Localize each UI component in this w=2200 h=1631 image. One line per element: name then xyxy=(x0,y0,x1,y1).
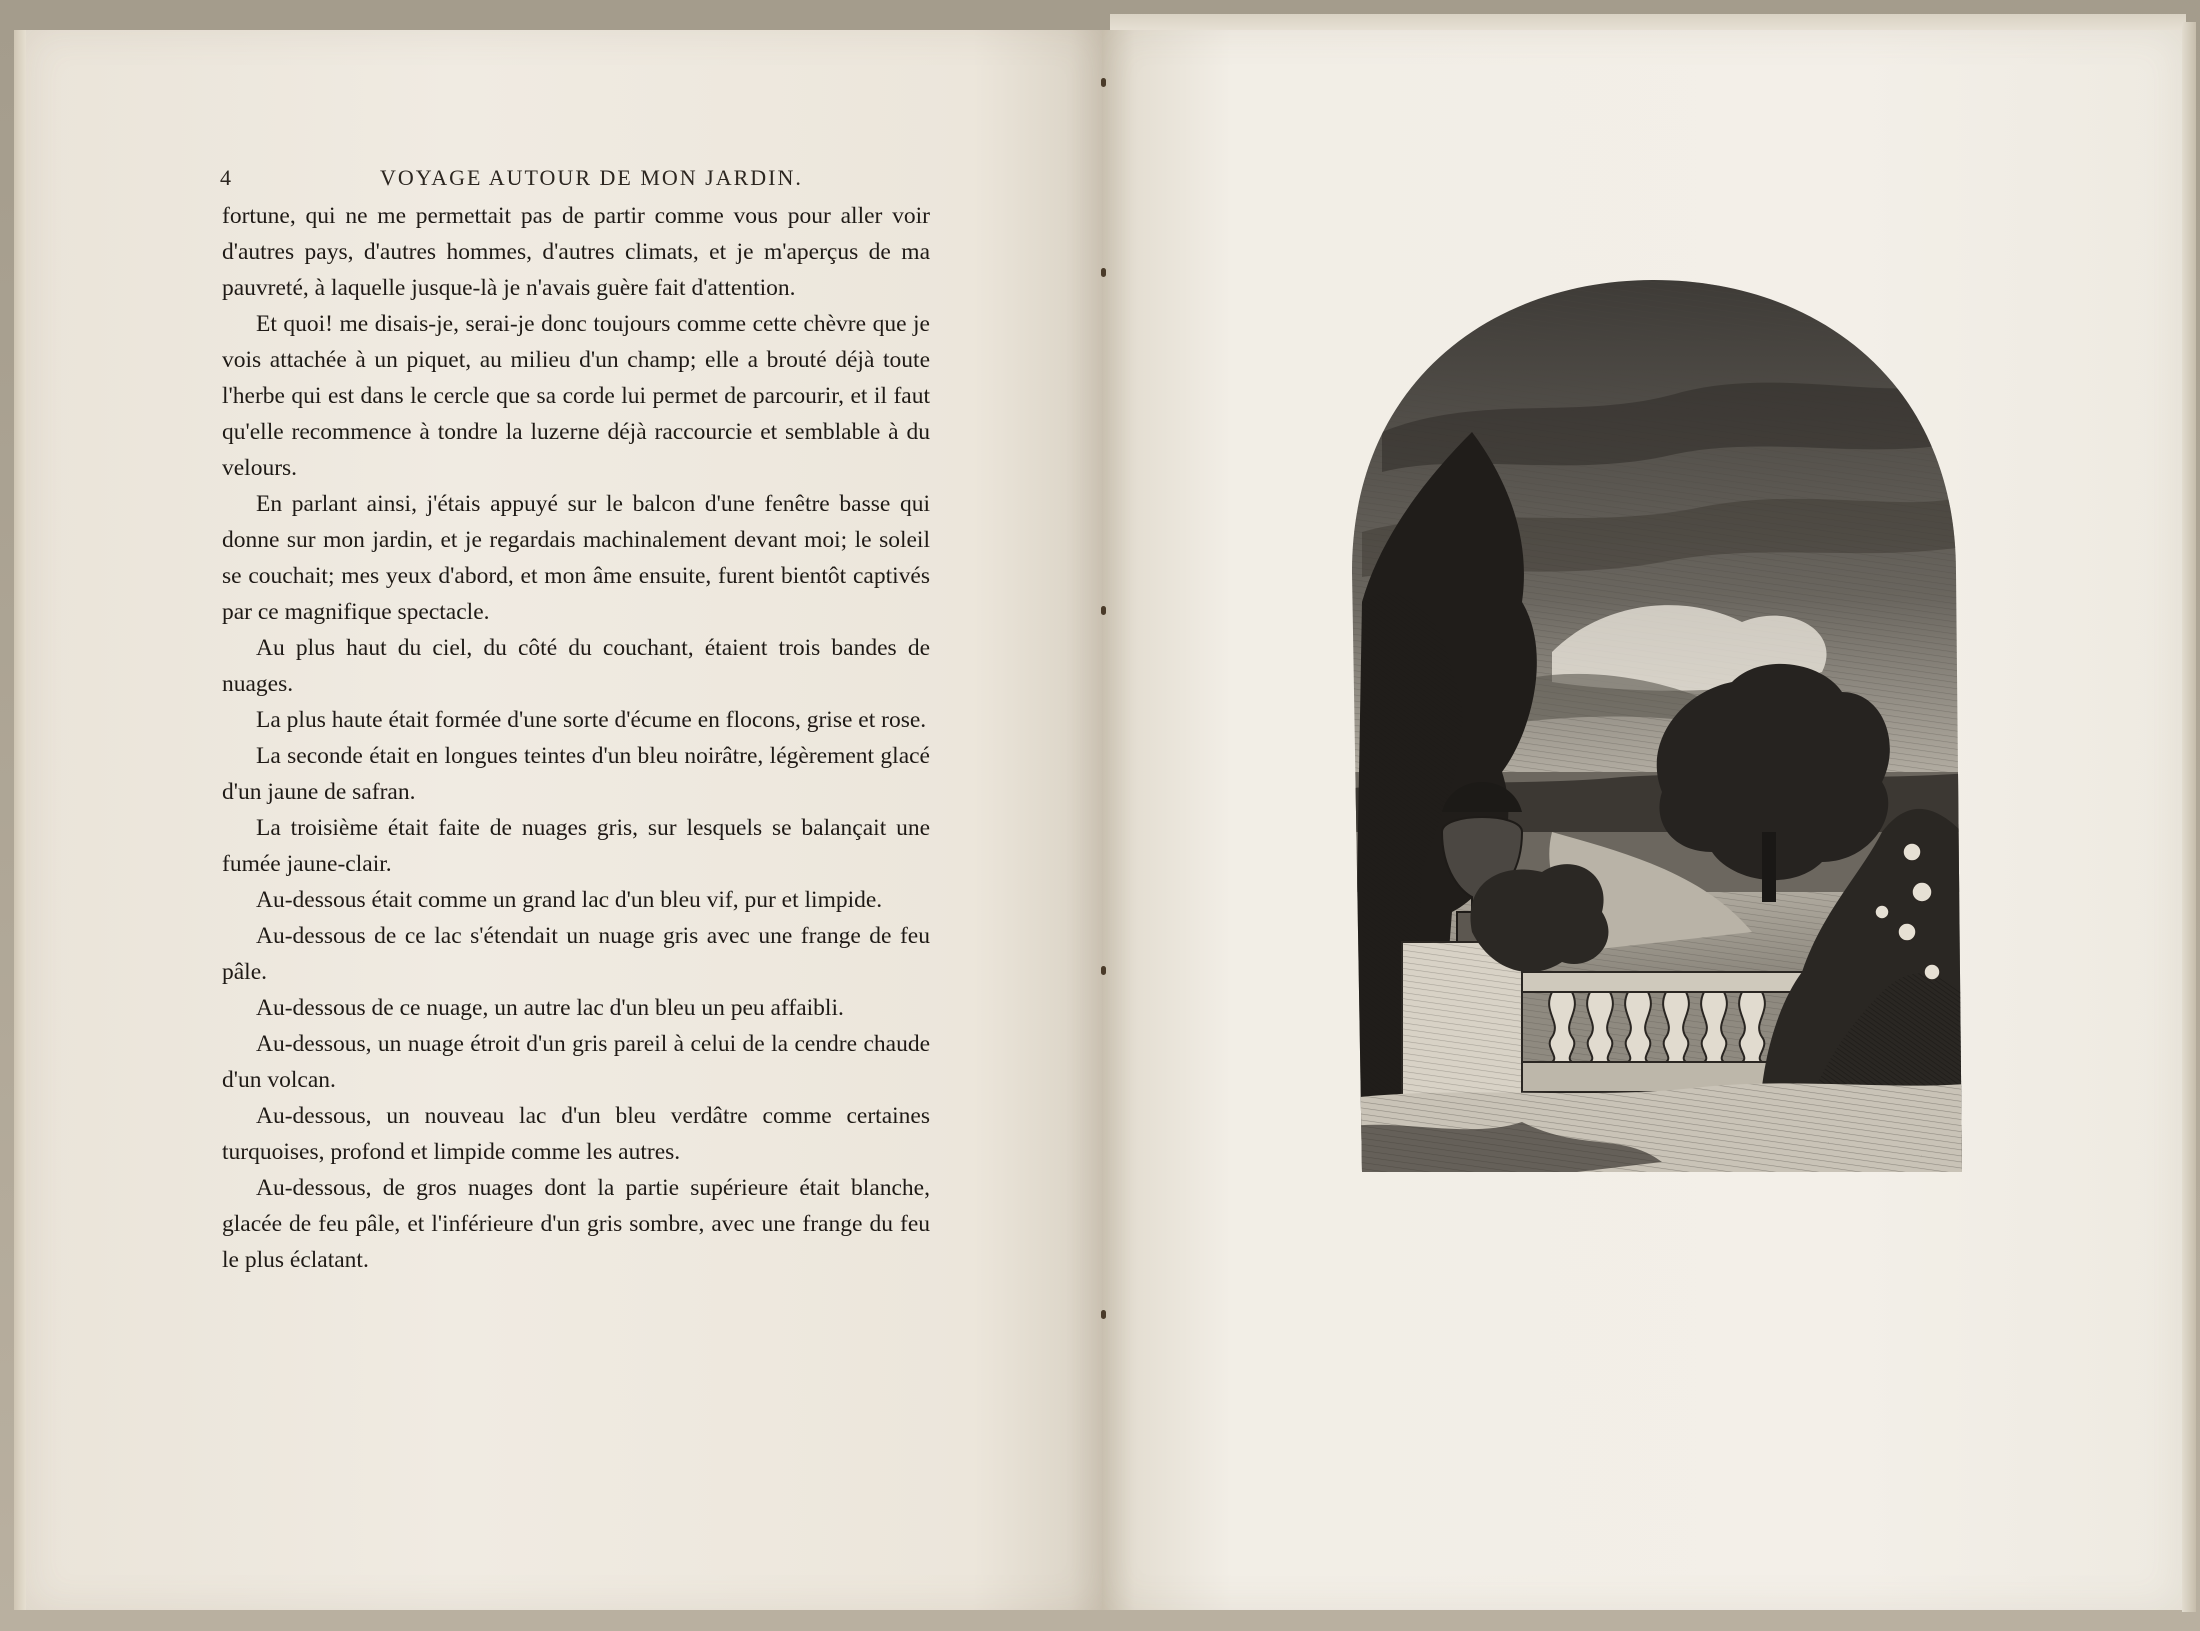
binding-stitch xyxy=(1101,268,1106,277)
paragraph: La troisième était faite de nuages gris, sur lesquels se balançait une fumée jaune-clair. xyxy=(222,815,930,877)
running-title: VOYAGE AUTOUR DE MON JARDIN. xyxy=(380,165,803,190)
binding-stitch xyxy=(1101,606,1106,615)
paragraph: En parlant ainsi, j'étais appuyé sur le balcon d'une fenêtre basse qui donne sur mon jardin, et je regardais machinalement devant moi; le soleil se couchait; mes yeux d'abord, et mon âme ensuite, furent bientôt captivés par ce magnifique spectacle. xyxy=(222,491,930,625)
paragraph: Au-dessous était comme un grand lac d'un bleu vif, pur et limpide. xyxy=(256,887,883,913)
body-text xyxy=(222,198,930,1278)
paragraph: Au-dessous de ce lac s'étendait un nuage gris avec une frange de feu pâle. xyxy=(222,923,930,985)
engraving-garden-balcony-icon xyxy=(1322,272,1986,1202)
binding-stitch xyxy=(1101,966,1106,975)
paragraph: fortune, qui ne me permettait pas de partir comme vous pour aller voir d'autres pays, d'autres hommes, d'autres climats, et je m'aperçus de ma pauvreté, à laquelle jusque-là je n'avais guère fait d'attention. xyxy=(222,203,930,301)
binding-stitch xyxy=(1101,78,1106,87)
paragraph: Et quoi! me disais-je, serai-je donc toujours comme cette chèvre que je vois attachée à un piquet, au milieu d'un champ; elle a brouté déjà toute l'herbe qui est dans le cercle que sa corde lui permet de parcourir, et il faut qu'elle recommence à tondre la luzerne déjà raccourcie et semblable à du velours. xyxy=(222,311,930,481)
page-number: 4 xyxy=(220,165,233,190)
engraving-illustration xyxy=(1322,272,1986,1202)
paragraph: Au plus haut du ciel, du côté du couchant, étaient trois bandes de nuages. xyxy=(222,635,930,697)
paragraph: La seconde était en longues teintes d'un bleu noirâtre, légèrement glacé d'un jaune de safran. xyxy=(222,743,930,805)
running-head xyxy=(190,165,803,195)
paragraph: La plus haute était formée d'une sorte d'écume en flocons, grise et rose. xyxy=(256,707,927,733)
paragraph: Au-dessous de ce nuage, un autre lac d'un bleu un peu affaibli. xyxy=(256,995,844,1021)
binding-stitch xyxy=(1101,1310,1106,1319)
paragraph: Au-dessous, un nuage étroit d'un gris pareil à celui de la cendre chaude d'un volcan. xyxy=(222,1031,930,1093)
paragraph: Au-dessous, un nouveau lac d'un bleu verdâtre comme certaines turquoises, profond et limpide comme les autres. xyxy=(222,1103,930,1165)
paragraph: Au-dessous, de gros nuages dont la partie supérieure était blanche, glacée de feu pâle, et l'inférieure d'un gris sombre, avec une frange du feu le plus éclatant. xyxy=(222,1175,930,1273)
